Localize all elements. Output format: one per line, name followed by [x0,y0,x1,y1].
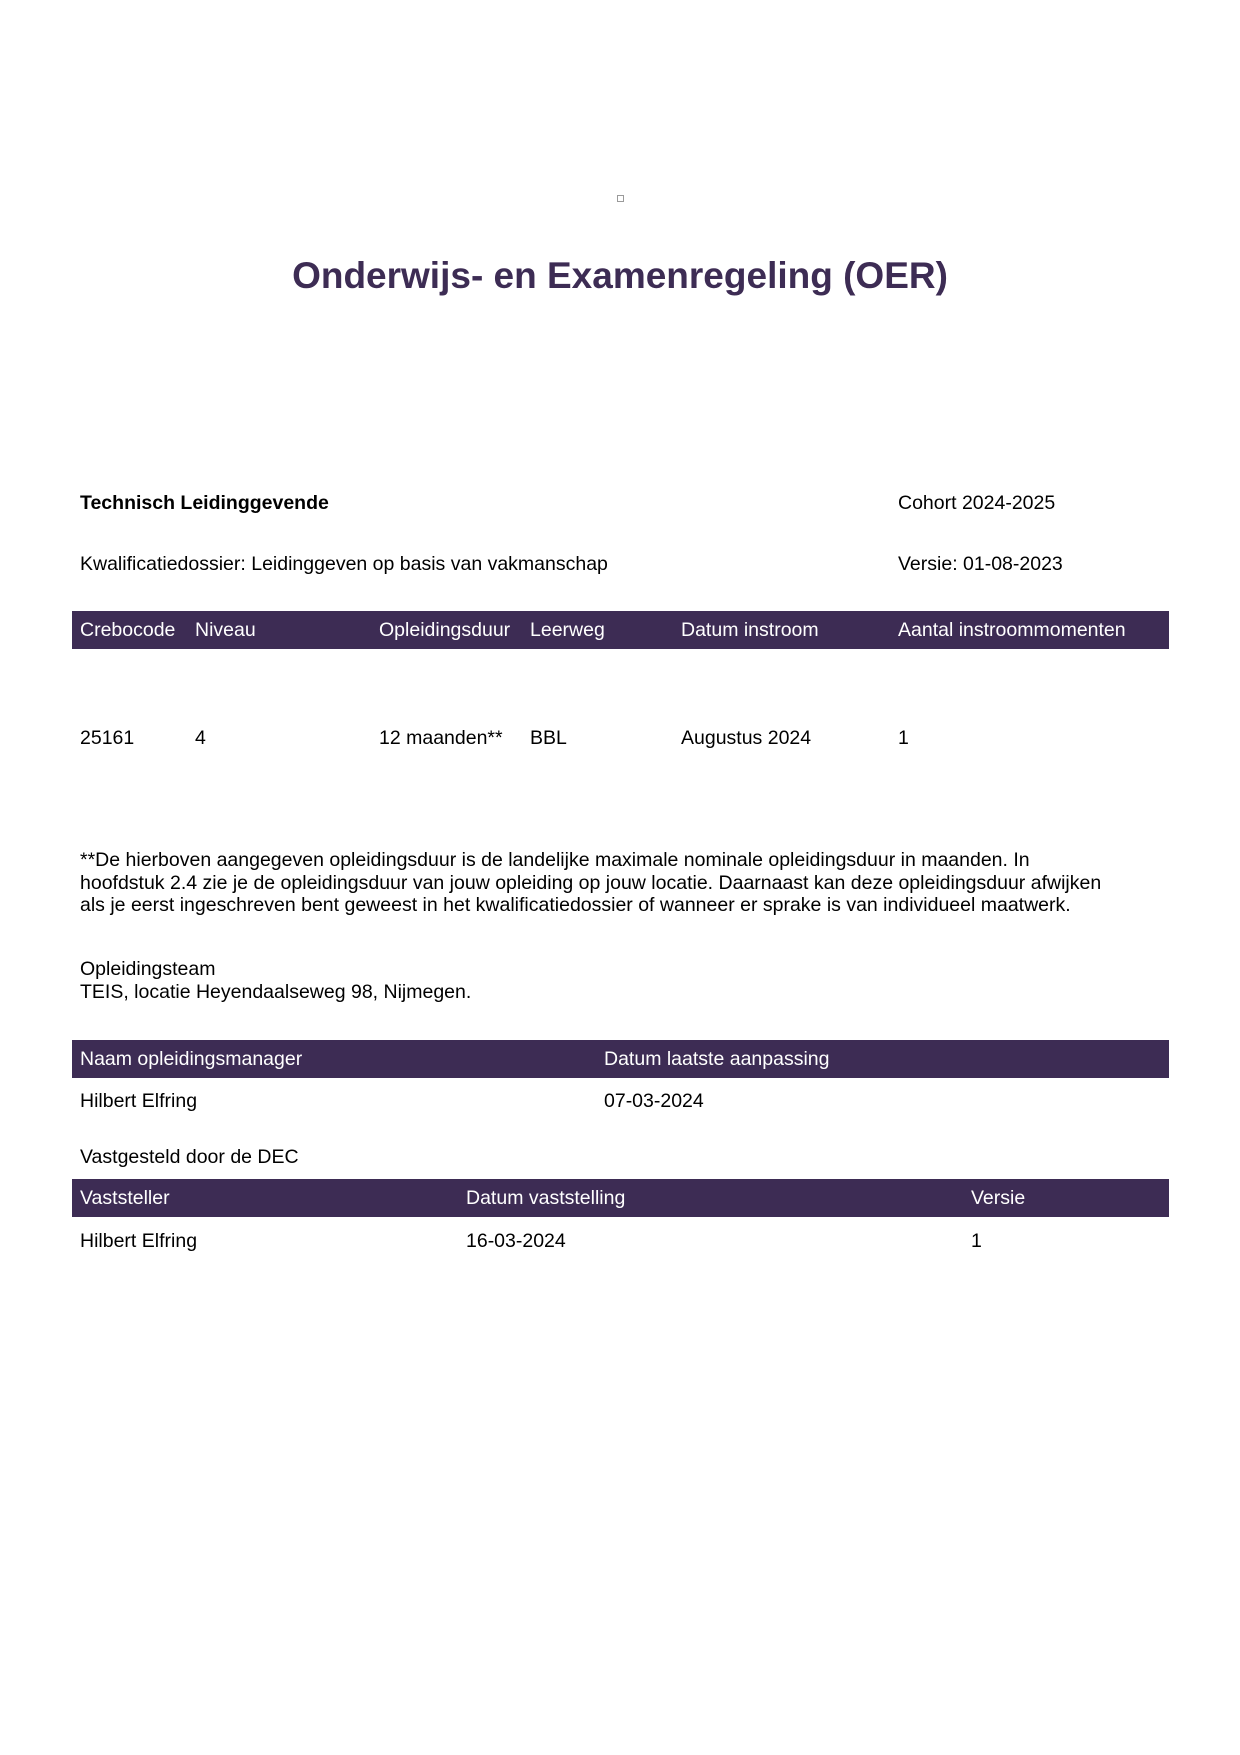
manager-table-header [72,1040,1169,1078]
team-location: TEIS, locatie Heyendaalseweg 98, Nijmegen. [80,980,472,1003]
cell-versie: 1 [971,1230,982,1252]
header-aantal-instroommomenten: Aantal instroommomenten [898,619,1126,641]
cell-datum-vaststelling: 16-03-2024 [466,1230,566,1252]
image-placeholder-icon [617,195,624,202]
document-title: Onderwijs- en Examenregeling (OER) [292,255,948,296]
footnote-line: hoofdstuk 2.4 zie je de opleidingsduur van jouw opleiding op jouw locatie. Daarnaast kan deze opleidingsduur afwijken [80,871,1102,894]
cell-vaststeller: Hilbert Elfring [80,1230,198,1252]
footnote-line: als je eerst ingeschreven bent geweest in het kwalificatiedossier of wanneer er sprake is van individueel maatwerk. [80,894,1071,916]
cell-crebocode: 25161 [80,727,135,749]
qualification-dossier: Kwalificatiedossier: Leidinggeven op basis van vakmanschap [80,553,608,575]
team-info [80,958,1170,1003]
team-label: Opleidingsteam [80,958,216,980]
approval-label: Vastgesteld door de DEC [80,1146,299,1168]
header-leerweg: Leerweg [530,619,605,641]
header-datum-instroom: Datum instroom [681,619,819,641]
manager-table-row [72,1090,1169,1116]
program-table-row [72,727,1169,753]
duration-footnote [80,849,1170,917]
header-crebocode: Crebocode [80,619,176,641]
cohort-label: Cohort 2024-2025 [898,492,1056,514]
cell-last-modified: 07-03-2024 [604,1090,704,1112]
cell-datum-instroom: Augustus 2024 [681,727,812,749]
dossier-version: Versie: 01-08-2023 [898,553,1063,575]
header-niveau: Niveau [195,619,256,641]
cell-opleidingsduur: 12 maanden** [379,727,503,749]
header-opleidingsduur: Opleidingsduur [379,619,511,641]
cell-manager-name: Hilbert Elfring [80,1090,198,1112]
header-versie: Versie [971,1187,1026,1209]
cell-leerweg: BBL [530,727,567,749]
footnote-line: **De hierboven aangegeven opleidingsduur is de landelijke maximale nominale opleidingsduur in maanden. In [80,849,1030,871]
program-table-header [72,611,1169,649]
header-datum-vaststelling: Datum vaststelling [466,1187,626,1209]
header-vaststeller: Vaststeller [80,1187,170,1209]
header-datum-laatste-aanpassing: Datum laatste aanpassing [604,1048,830,1070]
cell-aantal-instroommomenten: 1 [898,727,909,749]
approval-table-header [72,1179,1169,1217]
cell-niveau: 4 [195,727,206,749]
program-name: Technisch Leidinggevende [80,492,329,514]
header-naam-opleidingsmanager: Naam opleidingsmanager [80,1048,303,1070]
approval-table-row [72,1230,1169,1256]
